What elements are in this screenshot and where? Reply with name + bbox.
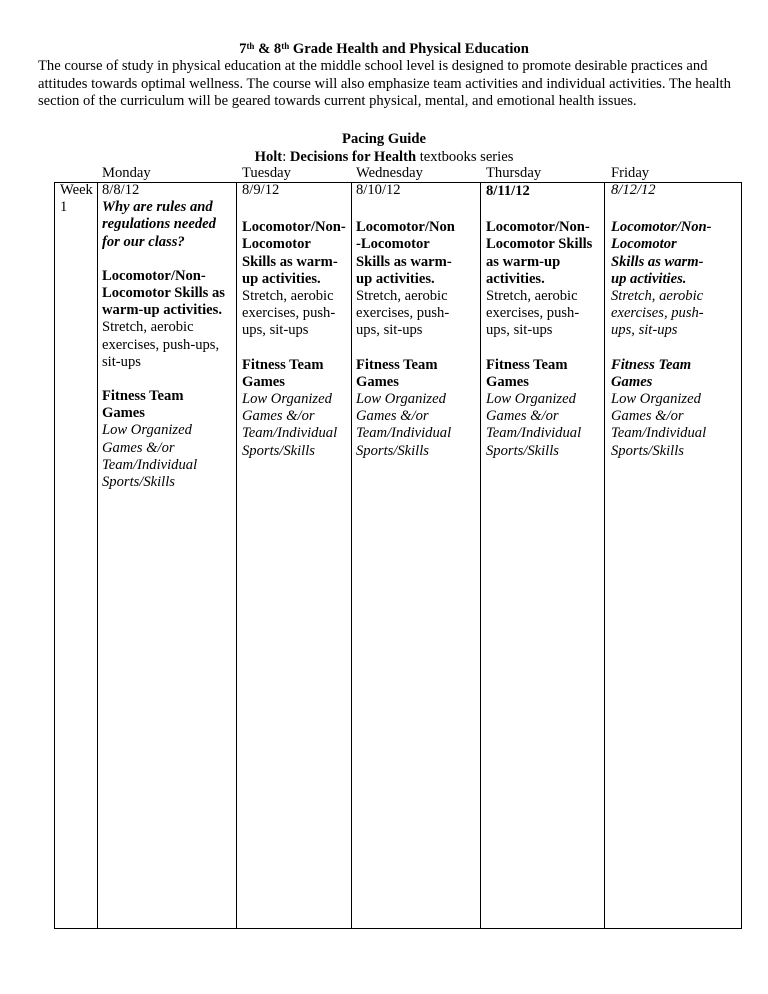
friday-games-title-line: Fitness Team xyxy=(611,356,692,373)
tuesday-warmup-title-line: up activities. xyxy=(242,270,321,287)
header-wednesday: Wednesday xyxy=(356,165,423,181)
tuesday-warmup-title-line: Locomotor xyxy=(242,236,311,253)
document-title xyxy=(0,40,768,58)
monday-games-title-line: Fitness Team xyxy=(102,388,184,405)
title-grade-a: 7 xyxy=(239,41,247,57)
thursday-games-body-line: Team/Individual xyxy=(486,425,582,442)
tuesday-games-body-line: Games &/or xyxy=(242,408,315,425)
wednesday-cell xyxy=(356,182,478,460)
wednesday-games-title-line: Fitness Team xyxy=(356,356,438,373)
monday-games-body-line: Team/Individual xyxy=(102,456,198,473)
monday-question-line: regulations needed xyxy=(102,216,216,233)
thursday-cell xyxy=(486,182,602,460)
wednesday-games-title-line: Games xyxy=(356,373,399,390)
tuesday-warmup-body-line: ups, sit-ups xyxy=(242,322,309,339)
thursday-games-title-line: Fitness Team xyxy=(486,356,568,373)
wednesday-games-body-line: Games &/or xyxy=(356,408,429,425)
thursday-games-body-line: Low Organized xyxy=(486,391,576,408)
friday-date: 8/12/12 xyxy=(611,182,656,198)
thursday-games-body-line: Games &/or xyxy=(486,408,559,425)
monday-games-body-line: Games &/or xyxy=(102,439,175,456)
tuesday-games-body-line: Team/Individual xyxy=(242,425,338,442)
monday-games-body-line: Low Organized xyxy=(102,422,192,439)
series-suffix: textbooks series xyxy=(416,149,514,165)
wednesday-games-body-line: Team/Individual xyxy=(356,425,452,442)
monday-question-line: Why are rules and xyxy=(102,199,213,216)
monday-warmup-body-line: exercises, push-ups, xyxy=(102,336,220,353)
wednesday-warmup-body-line: Stretch, aerobic xyxy=(356,288,448,305)
thursday-games-title-line: Games xyxy=(486,373,529,390)
wednesday-games-body-line: Sports/Skills xyxy=(356,442,429,459)
monday-warmup-body-line: sit-ups xyxy=(102,353,141,370)
week-label-b: 1 xyxy=(60,199,68,216)
tuesday-warmup-body-line: Stretch, aerobic xyxy=(242,288,334,305)
friday-games-body-line: Team/Individual xyxy=(611,425,707,442)
friday-warmup-body-line: Stretch, aerobic xyxy=(611,288,704,305)
wednesday-warmup-title-line: up activities. xyxy=(356,270,435,287)
monday-games-body-line: Sports/Skills xyxy=(102,474,175,491)
thursday-warmup-body-line: Stretch, aerobic xyxy=(486,288,578,305)
friday-warmup-title-line: Locomotor xyxy=(611,236,677,253)
series-publisher: Holt xyxy=(254,149,283,165)
title-sup-a: th xyxy=(246,41,255,51)
table-divider-wednesday xyxy=(480,182,481,929)
tuesday-cell xyxy=(242,182,350,460)
monday-question-line: for our class? xyxy=(102,233,185,250)
header-tuesday: Tuesday xyxy=(242,165,291,181)
table-border-left xyxy=(54,182,55,929)
friday-warmup-title-line: Locomotor/Non- xyxy=(611,219,712,236)
tuesday-games-body-line: Sports/Skills xyxy=(242,442,315,459)
title-rest: Grade Health and Physical Education xyxy=(289,41,529,57)
wednesday-warmup-body-line: ups, sit-ups xyxy=(356,322,423,339)
monday-warmup-body-line: Stretch, aerobic xyxy=(102,319,194,336)
thursday-warmup-body-line: ups, sit-ups xyxy=(486,322,553,339)
thursday-warmup-body-line: exercises, push- xyxy=(486,305,580,322)
tuesday-warmup-body-line: exercises, push- xyxy=(242,305,336,322)
wednesday-warmup-body-line: exercises, push- xyxy=(356,305,450,322)
tuesday-warmup-title-line: Skills as warm- xyxy=(242,253,338,270)
friday-warmup-title-line: up activities. xyxy=(611,270,687,287)
thursday-games-body-line: Sports/Skills xyxy=(486,442,559,459)
wednesday-warmup-title-line: Locomotor/Non xyxy=(356,219,455,236)
tuesday-warmup-title-line: Locomotor/Non- xyxy=(242,219,346,236)
wednesday-warmup-title-line: Skills as warm- xyxy=(356,253,452,270)
table-divider-monday xyxy=(236,182,237,929)
monday-games-title-line: Games xyxy=(102,405,145,422)
friday-games-title-line: Games xyxy=(611,373,653,390)
title-sup-b: th xyxy=(281,41,290,51)
title-amp: & 8 xyxy=(254,41,282,57)
series-sep: : xyxy=(282,149,290,165)
thursday-warmup-title-line: Locomotor Skills xyxy=(486,236,593,253)
monday-warmup-title-line: warm-up activities. xyxy=(102,302,222,319)
friday-warmup-title-line: Skills as warm- xyxy=(611,253,704,270)
friday-games-body-line: Games &/or xyxy=(611,408,684,425)
thursday-warmup-title-line: Locomotor/Non- xyxy=(486,219,590,236)
header-monday: Monday xyxy=(102,165,151,181)
friday-warmup-body-line: ups, sit-ups xyxy=(611,322,678,339)
textbook-series-line xyxy=(0,148,768,166)
header-friday: Friday xyxy=(611,165,650,181)
thursday-warmup-title-line: as warm-up xyxy=(486,253,561,270)
table-divider-thursday xyxy=(604,182,605,929)
friday-games-body-line: Sports/Skills xyxy=(611,442,684,459)
table-border-bottom xyxy=(54,928,742,929)
monday-warmup-title-line: Locomotor Skills as xyxy=(102,285,225,302)
week-label-a: Week xyxy=(60,182,93,198)
tuesday-games-body-line: Low Organized xyxy=(242,391,332,408)
monday-cell xyxy=(102,182,234,491)
thursday-warmup-title-line: activities. xyxy=(486,270,545,287)
monday-warmup-title-line: Locomotor/Non- xyxy=(102,267,206,284)
friday-warmup-body-line: exercises, push- xyxy=(611,305,704,322)
wednesday-date: 8/10/12 xyxy=(356,182,401,198)
friday-cell xyxy=(611,182,739,460)
series-book: Decisions for Health xyxy=(289,149,417,165)
wednesday-games-body-line: Low Organized xyxy=(356,391,446,408)
table-border-right xyxy=(741,182,742,929)
friday-games-body-line: Low Organized xyxy=(611,391,701,408)
wednesday-warmup-title-line: -Locomotor xyxy=(356,236,430,253)
table-divider-tuesday xyxy=(351,182,352,929)
intro-paragraph: The course of study in physical education at the middle school level is designed to promote desirable practices and attitudes towards optimal wellness. The course will also emphasize team activities and individual activities. The health section of the curriculum will be geared towards current physical, mental, and emotional health issues. xyxy=(38,58,731,109)
tuesday-games-title-line: Games xyxy=(242,373,285,390)
header-thursday: Thursday xyxy=(486,165,542,181)
week-label xyxy=(60,182,93,216)
monday-date: 8/8/12 xyxy=(102,182,140,198)
pacing-guide-title: Pacing Guide xyxy=(342,131,426,147)
thursday-date: 8/11/12 xyxy=(486,183,530,199)
tuesday-date: 8/9/12 xyxy=(242,182,280,198)
tuesday-games-title-line: Fitness Team xyxy=(242,356,324,373)
table-divider-week xyxy=(97,182,98,929)
